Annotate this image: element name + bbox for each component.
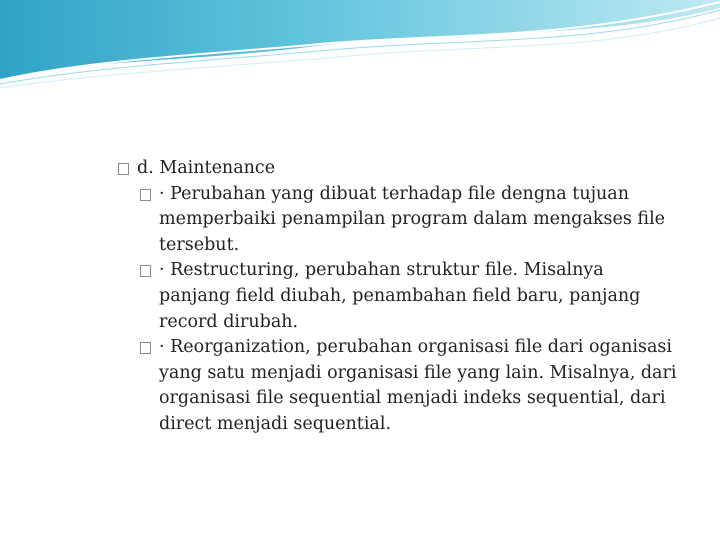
- sub-list-item: [140, 258, 678, 335]
- sub-list-item: [140, 182, 678, 259]
- list-item-maintenance: [118, 156, 678, 182]
- list-item-text: d. Maintenance: [137, 158, 276, 178]
- sub-list-item-text: · Perubahan yang dibuat terhadap file dengna tujuan memperbaiki penampilan program dalam mengakses file tersebut.: [159, 183, 666, 255]
- square-outline-bullet-icon: [140, 342, 151, 354]
- square-outline-bullet-icon: [140, 265, 151, 277]
- header-wave-decoration: [0, 0, 720, 90]
- sub-list-item: [140, 335, 678, 437]
- slide-content: [118, 156, 678, 438]
- sub-list-item-text: · Restructuring, perubahan struktur file. Misalnya panjang field diubah, penambahan field baru, panjang record dirubah.: [159, 260, 641, 332]
- square-outline-bullet-icon: [118, 163, 129, 175]
- sub-list-item-text: · Reorganization, perubahan organisasi file dari oganisasi yang satu menjadi organisasi file yang lain. Misalnya, dari organisasi file sequential menjadi indeks sequential, dari direct menjadi sequential.: [159, 337, 677, 434]
- square-outline-bullet-icon: [140, 189, 151, 201]
